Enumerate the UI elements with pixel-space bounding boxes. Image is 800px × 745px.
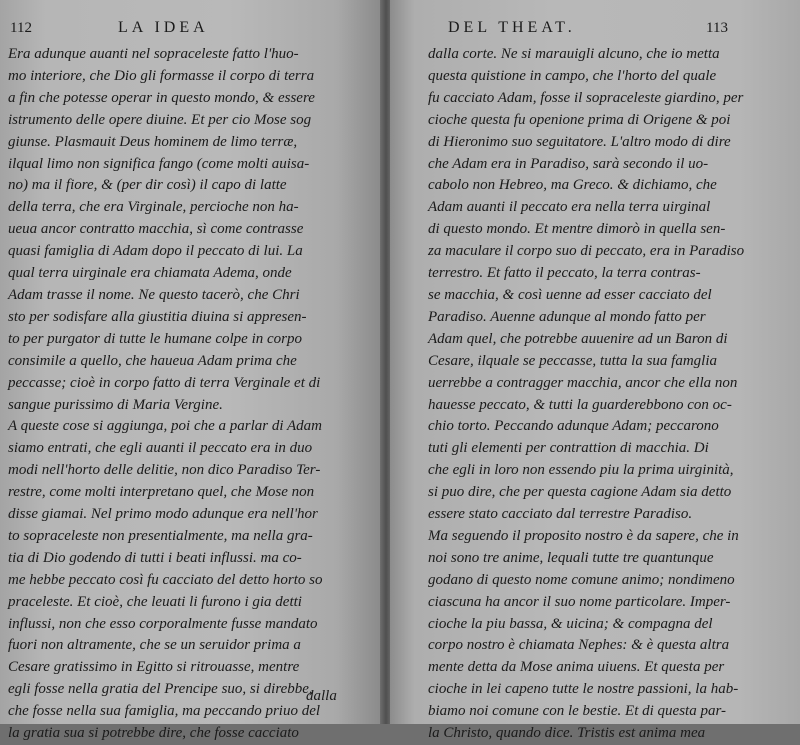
text-line: cioche in lei capeno tutte le nostre passioni, la hab- [428, 681, 739, 698]
text-line: corpo nostro è chiamata Nephes: & è questa altra [428, 637, 730, 654]
text-line: di questo mondo. Et mentre dimorò in quella sen- [428, 221, 726, 238]
text-line: la gratia sua si potrebbe dire, che fosse cacciato [8, 725, 299, 742]
text-line: della terra, che era Virginale, percioche non ha- [8, 199, 299, 216]
text-line: hauesse peccato, & tutti la guarderebbono con oc- [428, 396, 732, 413]
text-line: Adam trasse il nome. Ne questo tacerò, che Chri [8, 286, 300, 303]
text-line: mo interiore, che Dio gli formasse il corpo di terra [8, 67, 315, 84]
text-line: istrumento delle opere diuine. Et per cio Mose sog [8, 111, 312, 128]
left-page [0, 0, 382, 742]
text-line: praceleste. Et cioè, che leuati li furono i gia detti [8, 593, 302, 610]
text-line: influssi, non che esso corporalmente fusse mandato [8, 615, 318, 632]
text-line: chio torto. Peccando adunque Adam; peccarono [428, 418, 719, 435]
text-line: dalla corte. Ne si marauigli alcuno, che io metta [428, 46, 720, 62]
text-line: disse giamai. Nel primo modo adunque era nell'hor [8, 506, 318, 523]
text-line: modi nell'horto delle delitie, non dico Paradiso Ter- [8, 462, 321, 479]
right-page-number: 113 [706, 20, 728, 36]
text-line: fu cacciato Adam, fosse il sopraceleste giardino, per [428, 89, 744, 106]
left-page-number: 112 [10, 20, 32, 36]
text-line: questa quistione in campo, che l'horto del quale [428, 67, 717, 84]
text-line: ilqual limo non significa fango (come molti auisa- [8, 155, 310, 172]
text-line: se macchia, & così uenne ad esser cacciato del [428, 286, 712, 303]
text-line: Paradiso. Auenne adunque al mondo fatto per [428, 308, 706, 325]
text-line: a fin che potesse operar in questo mondo, & essere [8, 89, 315, 106]
text-line: Era adunque auanti nel sopraceleste fatto l'huo- [8, 46, 299, 62]
text-line: ciascuna ha ancor il suo nome particolare. Imper- [428, 593, 731, 610]
text-line: tuti gli elementi per contrattion di macchia. Di [428, 440, 709, 457]
text-line: consimile a quello, che haueua Adam prima che [8, 352, 297, 369]
text-line: sto per sodisfare alla giustitia diuina si appresen- [8, 308, 307, 325]
text-line: za maculare il corpo suo di peccato, era in Paradiso [428, 243, 745, 260]
text-line: Cesare, ilquale se peccasse, tutta la sua famglia [428, 352, 717, 369]
text-line: uerrebbe a contragger macchia, ancor che ella non [428, 374, 738, 391]
text-line: che Adam era in Paradiso, sarà secondo il uo- [428, 155, 709, 172]
text-line: Cesare gratissimo in Egitto si ritrouasse, mentre [8, 659, 300, 676]
text-line: A queste cose si aggiunga, poi che a parlar di Adam [8, 418, 323, 435]
text-line: cioche questa fu openione prima di Origene & poi [428, 111, 731, 128]
text-line: godano di questo nome comune animo; nondimeno [428, 571, 735, 588]
right-running-head: DEL THEAT. [448, 19, 576, 36]
text-line: ueua ancor contratto macchia, sì come contrasse [8, 221, 304, 238]
text-line: peccasse; cioè in corpo fatto di terra Verginale et di [8, 374, 321, 391]
text-line: Adam quel, che potrebbe auuenire ad un Baron di [428, 330, 728, 347]
text-line: la Christo, quando dice. Tristis est anima mea [428, 725, 706, 742]
text-line: no) ma il fiore, & (per dir così) il capo di latte [8, 177, 287, 194]
text-line: cabolo non Hebreo, ma Greco. & dichiamo, che [428, 177, 717, 194]
text-line: quasi famiglia di Adam dopo il peccato di lui. La [8, 243, 303, 260]
text-line: restre, come molti interpretano quel, che Mose non [8, 484, 315, 501]
text-line: terrestro. Et fatto il peccato, la terra contras- [428, 265, 701, 282]
text-line: Ma seguendo il proposito nostro è da sapere, che in [428, 527, 739, 544]
text-line: sangue purissimo di Maria Vergine. [8, 396, 223, 413]
right-body-text [428, 44, 788, 745]
text-line: Adam auanti il peccato era nella terra uirginal [428, 199, 711, 216]
text-line: biamo noi comune con le bestie. Et di questa par- [428, 703, 726, 720]
left-running-head: LA IDEA [118, 19, 209, 36]
text-line: che egli in loro non essendo piu la prima uirginità, [428, 462, 734, 479]
text-line: siamo entrati, che egli auanti il peccato era in duo [8, 440, 313, 457]
text-line: qual terra uirginale era chiamata Adema, onde [8, 265, 292, 282]
text-line: tia di Dio godendo di tutti i beati influssi. ma co- [8, 549, 302, 566]
text-line: si puo dire, che per questa cagione Adam sia detto [428, 484, 732, 501]
text-line: to sopraceleste non presentialmente, ma nella gra- [8, 527, 313, 544]
left-body-text [8, 44, 380, 745]
text-line: noi sono tre anime, lequali tutte tre quantunque [428, 549, 714, 566]
text-line: giunse. Plasmauit Deus hominem de limo terræ, [8, 133, 298, 150]
text-line: me hebbe peccato così fu cacciato del detto horto so [8, 571, 323, 588]
text-line: cioche la piu bassa, & uicina; & compagna del [428, 615, 713, 632]
right-page [390, 0, 800, 742]
text-line: essere stato cacciato dal terrestre Paradiso. [428, 506, 693, 523]
text-line: egli fosse nella gratia del Prencipe suo, si direbbe, [8, 681, 313, 698]
text-line: fuori non altramente, che se un seruidor prima a [8, 637, 301, 654]
text-line: mente detta da Mose anima uiuens. Et questa per [428, 659, 725, 676]
text-line: di Hieronimo suo seguitatore. L'altro modo di dire [428, 133, 731, 150]
text-line: che fosse nella sua famiglia, ma peccando priuo del [8, 703, 321, 720]
text-line: to per purgator di tutte le humane colpe in corpo [8, 330, 302, 347]
left-catchword: dalla [306, 688, 337, 704]
